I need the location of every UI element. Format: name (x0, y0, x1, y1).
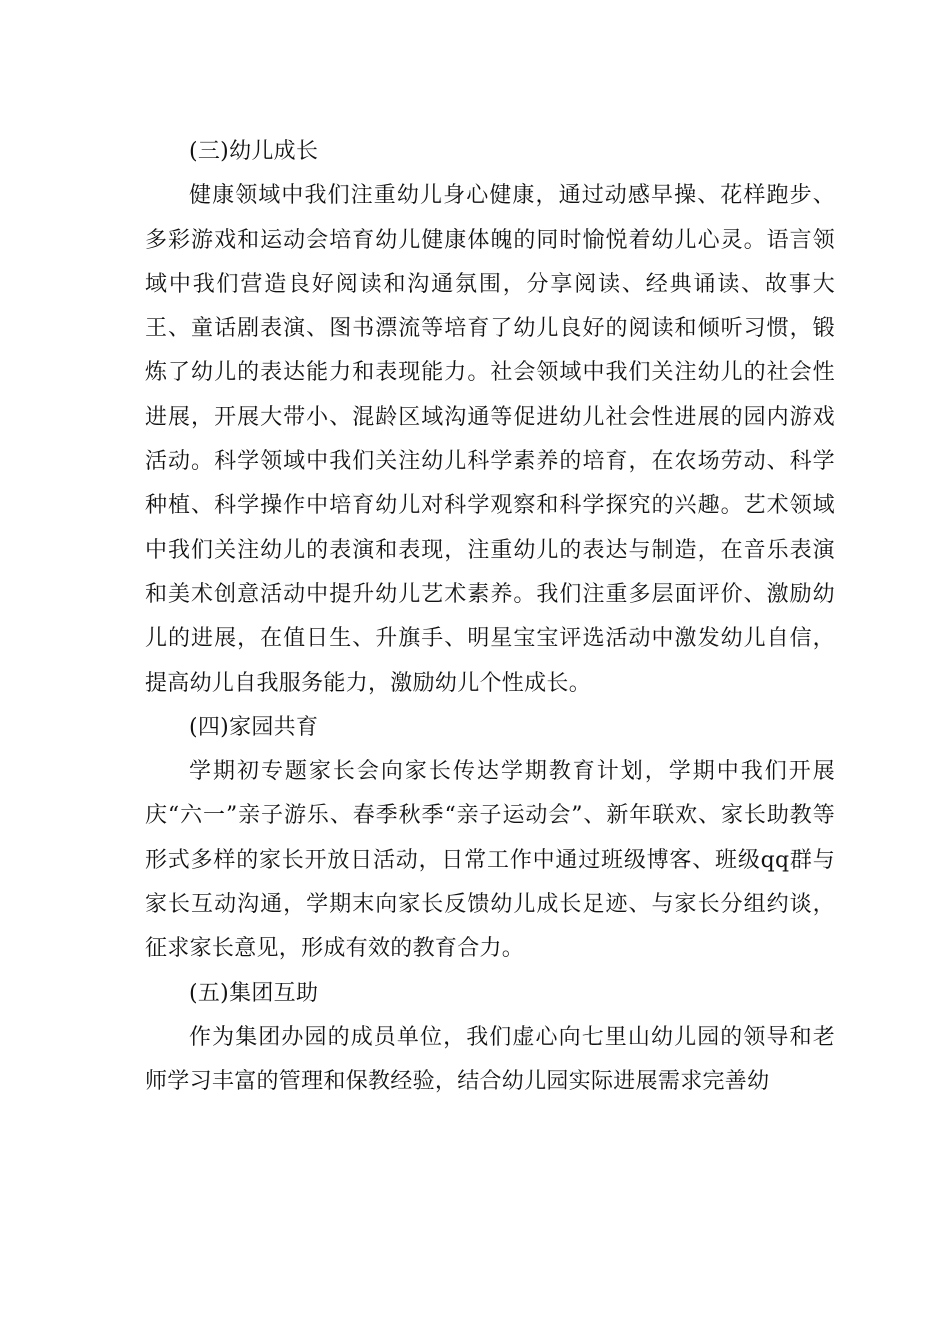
paragraph-child-growth: 健康领域中我们注重幼儿身心健康，通过动感早操、花样跑步、多彩游戏和运动会培育幼儿健康体魄的同时愉悦着幼儿心灵。语言领域中我们营造良好阅读和沟通氛围，分享阅读、经典诵读、故事大王、童话剧表演、图书漂流等培育了幼儿良好的阅读和倾听习惯，锻炼了幼儿的表达能力和表现能力。社会领域中我们关注幼儿的社会性进展，开展大带小、混龄区域沟通等促进幼儿社会性进展的园内游戏活动。科学领域中我们关注幼儿科学素养的培育，在农场劳动、科学种植、科学操作中培育幼儿对科学观察和科学探究的兴趣。艺术领域中我们关注幼儿的表演和表现，注重幼儿的表达与制造，在音乐表演和美术创意活动中提升幼儿艺术素养。我们注重多层面评价、激励幼儿的进展，在值日生、升旗手、明星宝宝评选活动中激发幼儿自信，提高幼儿自我服务能力，激励幼儿个性成长。 (145, 183, 835, 696)
section-heading-child-growth: (三)幼儿成长 (189, 139, 319, 164)
document-body (145, 130, 835, 1105)
section-heading-home-school: (四)家园共育 (189, 714, 319, 740)
paragraph-home-school: 学期初专题家长会向家长传达学期教育计划，学期中我们开展庆“六一”亲子游乐、春季秋季“亲子运动会”、新年联欢、家长助教等形式多样的家长开放日活动，日常工作中通过班级博客、班级qq群与家长互动沟通，学期末向家长反馈幼儿成长足迹、与家长分组约谈，征求家长意见，形成有效的教育合力。 (145, 759, 835, 962)
paragraph-group-mutual-aid: 作为集团办园的成员单位，我们虚心向七里山幼儿园的领导和老师学习丰富的管理和保教经验，结合幼儿园实际进展需求完善幼 (145, 1024, 835, 1095)
section-heading-group-mutual-aid: (五)集团互助 (189, 980, 319, 1006)
